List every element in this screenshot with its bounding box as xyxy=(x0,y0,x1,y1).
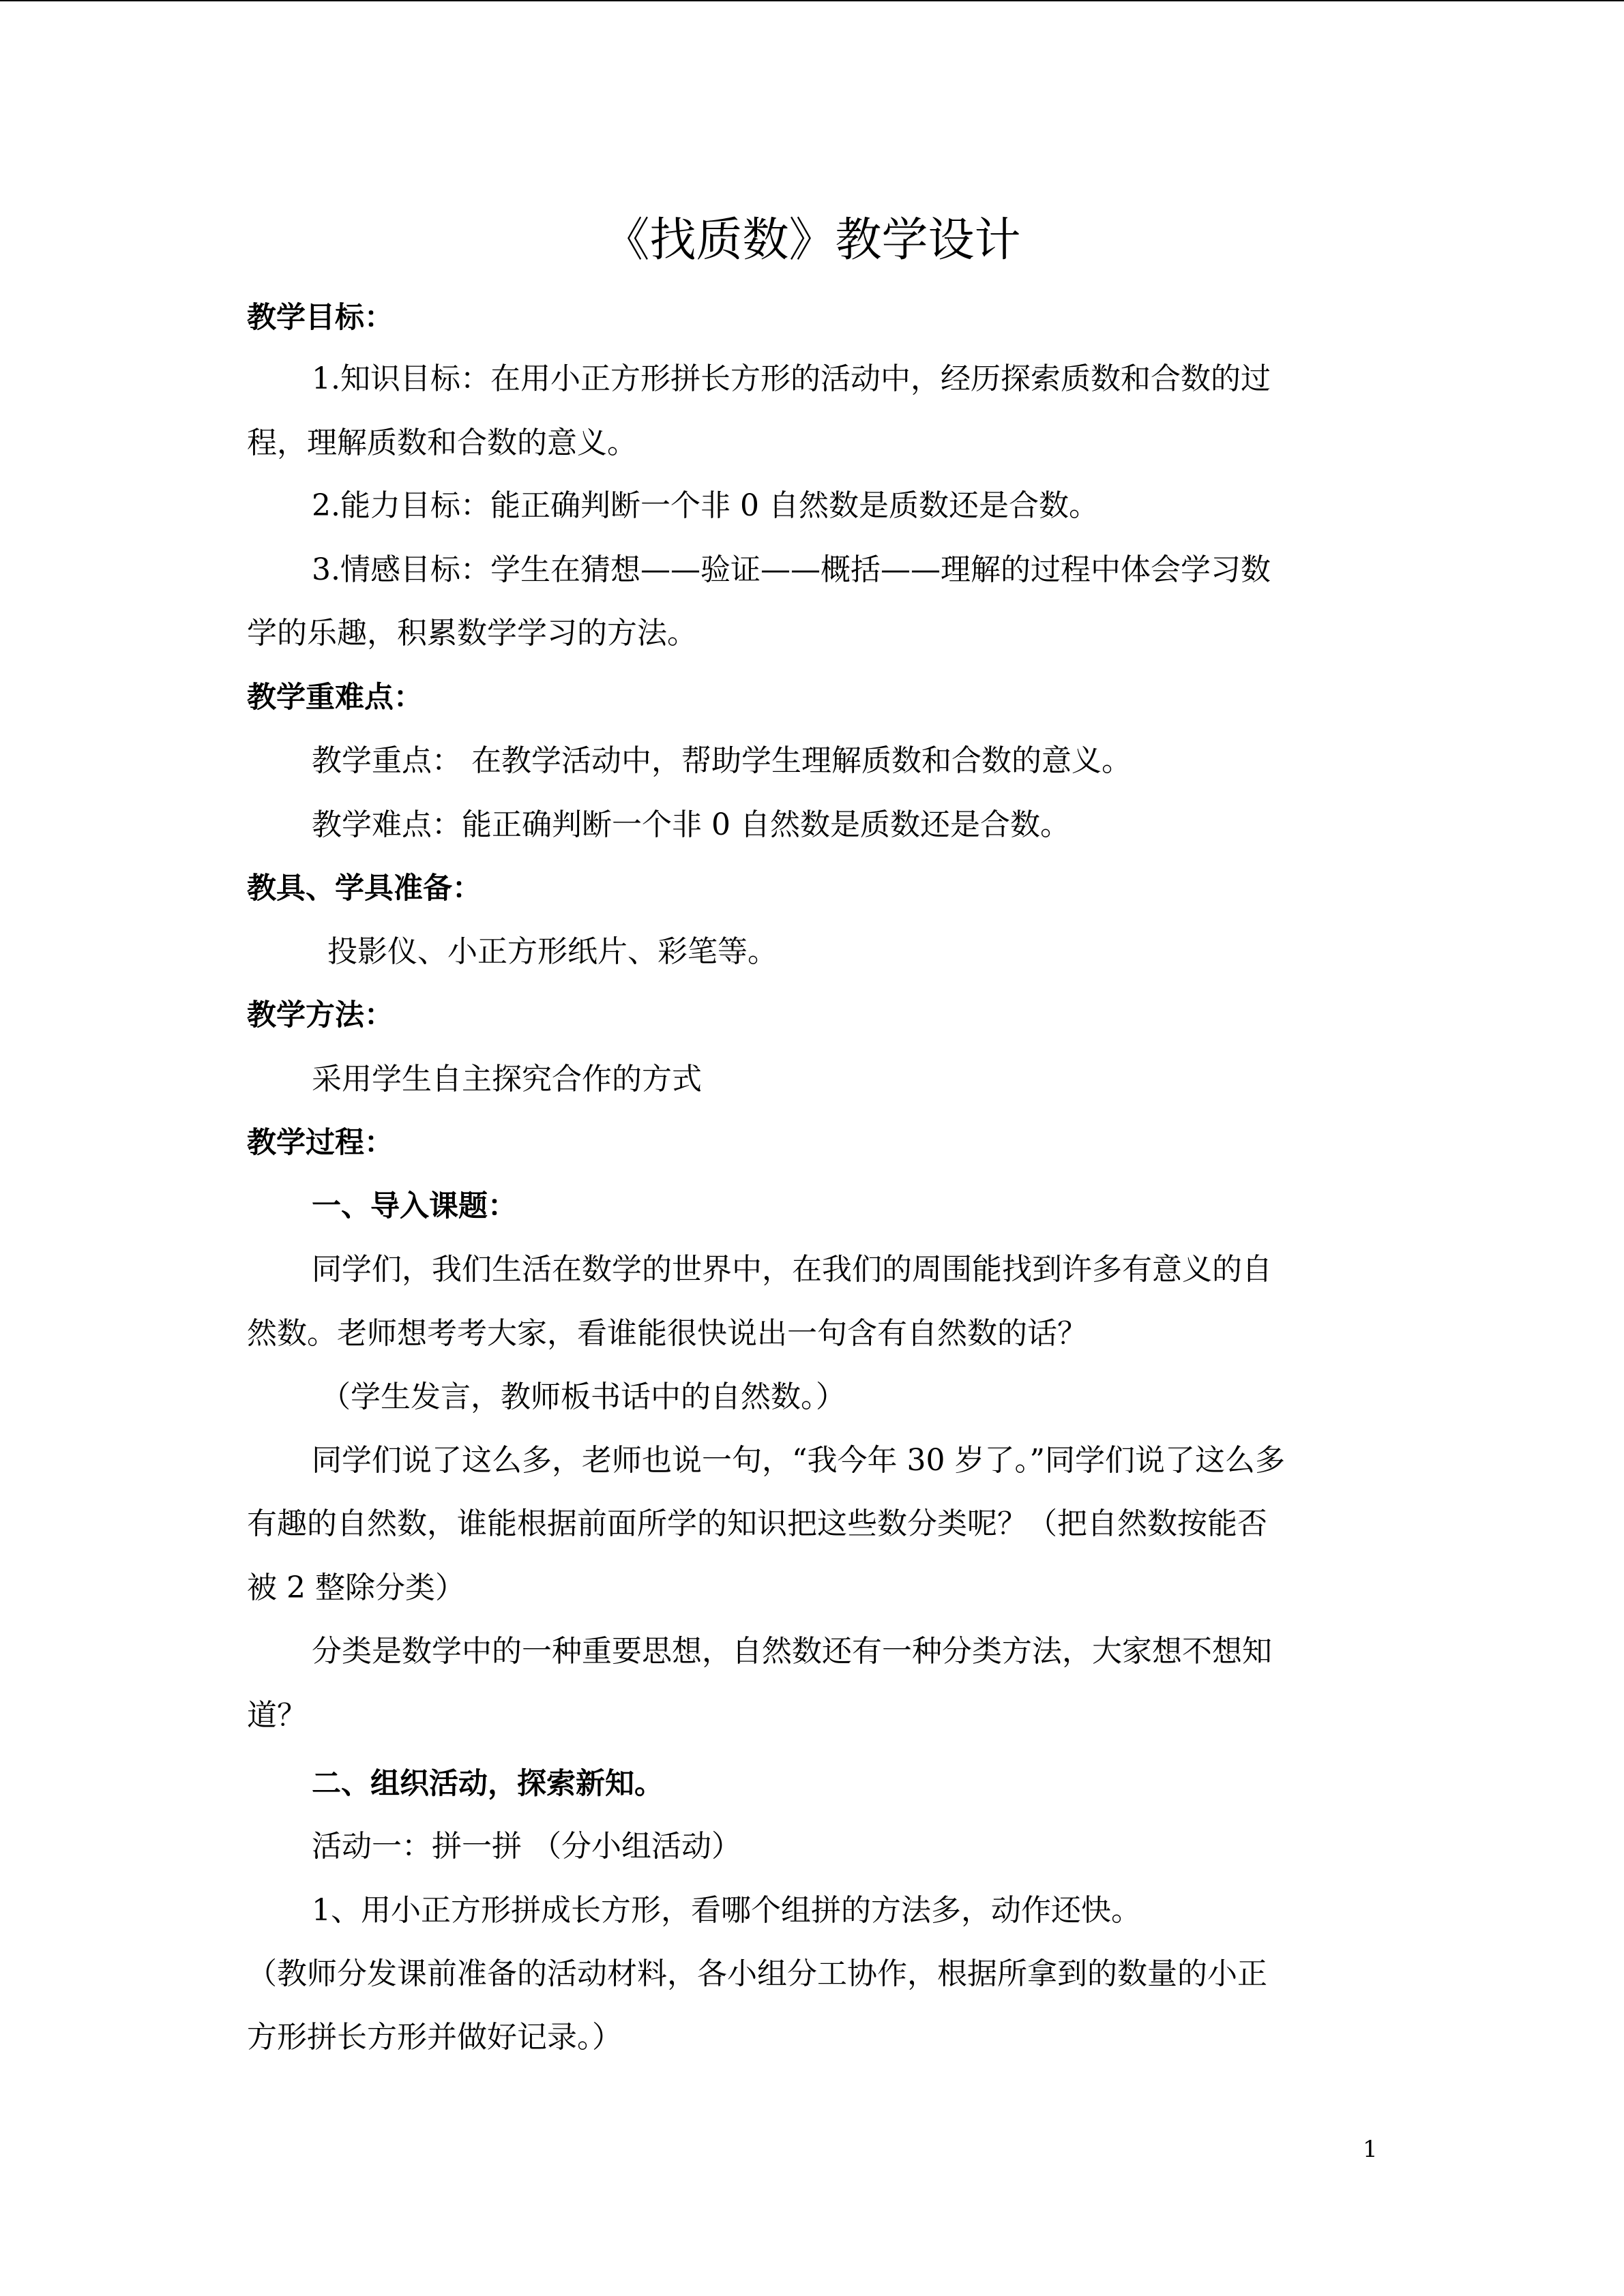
materials-heading: 教具、学具准备： xyxy=(247,871,482,906)
paragraph-1-line-1: 同学们，我们生活在数学的世界中，在我们的周围能找到许多有意义的自 xyxy=(312,1252,1272,1287)
paragraph-3-line-3: 被 2 整除分类） xyxy=(247,1570,465,1605)
step-1: 1、用小正方形拼成长方形，看哪个组拼的方法多，动作还快。 xyxy=(312,1893,1141,1928)
goal-1-line-2: 程，理解质数和合数的意义。 xyxy=(247,426,637,460)
paragraph-1-line-2: 然数。老师想考考大家，看谁能很快说出一句含有自然数的话？ xyxy=(247,1316,1087,1351)
document-title: 《找质数》教学设计 xyxy=(603,213,1021,267)
paragraph-4-line-2: 道？ xyxy=(247,1698,307,1733)
paragraph-4-line-1: 分类是数学中的一种重要思想，自然数还有一种分类方法，大家想不想知 xyxy=(312,1634,1272,1669)
part-2-heading: 二、组织活动，探索新知。 xyxy=(312,1767,664,1801)
part-1-heading: 一、导入课题： xyxy=(312,1189,517,1223)
paragraph-3-line-2: 有趣的自然数，谁能根据前面所学的知识把这些数分类呢？（把自然数按能否 xyxy=(247,1506,1267,1541)
method-heading: 教学方法： xyxy=(247,998,394,1032)
key-points-heading: 教学重难点： xyxy=(247,681,423,715)
note-line-2: 方形拼长方形并做好记录。） xyxy=(247,2020,622,2055)
goal-3-line-2: 学的乐趣，积累数学学习的方法。 xyxy=(247,616,697,651)
goal-3-line-1: 3.情感目标：学生在猜想——验证——概括——理解的过程中体会学习数 xyxy=(312,552,1271,587)
paragraph-2: （学生发言，教师板书话中的自然数。） xyxy=(321,1380,846,1414)
goals-heading: 教学目标： xyxy=(247,301,394,335)
activity-1: 活动一：拼一拼 （分小组活动） xyxy=(312,1829,741,1864)
difficult-point: 教学难点：能正确判断一个非 0 自然数是质数还是合数。 xyxy=(312,807,1070,842)
page-number: 1 xyxy=(1363,2136,1378,2163)
materials: 投影仪、小正方形纸片、彩笔等。 xyxy=(327,934,778,969)
key-point: 教学重点： 在教学活动中，帮助学生理解质数和合数的意义。 xyxy=(312,743,1132,778)
goal-1-line-1: 1.知识目标：在用小正方形拼长方形的活动中，经历探索质数和合数的过 xyxy=(312,361,1271,396)
paragraph-3-line-1: 同学们说了这么多，老师也说一句，“我今年 30 岁了。”同学们说了这么多 xyxy=(312,1443,1285,1478)
note-line-1: （教师分发课前准备的活动材料，各小组分工协作，根据所拿到的数量的小正 xyxy=(247,1956,1267,1991)
goal-2: 2.能力目标：能正确判断一个非 0 自然数是质数还是合数。 xyxy=(312,488,1099,523)
process-heading: 教学过程： xyxy=(247,1126,394,1160)
method: 采用学生自主探究合作的方式 xyxy=(312,1062,702,1097)
